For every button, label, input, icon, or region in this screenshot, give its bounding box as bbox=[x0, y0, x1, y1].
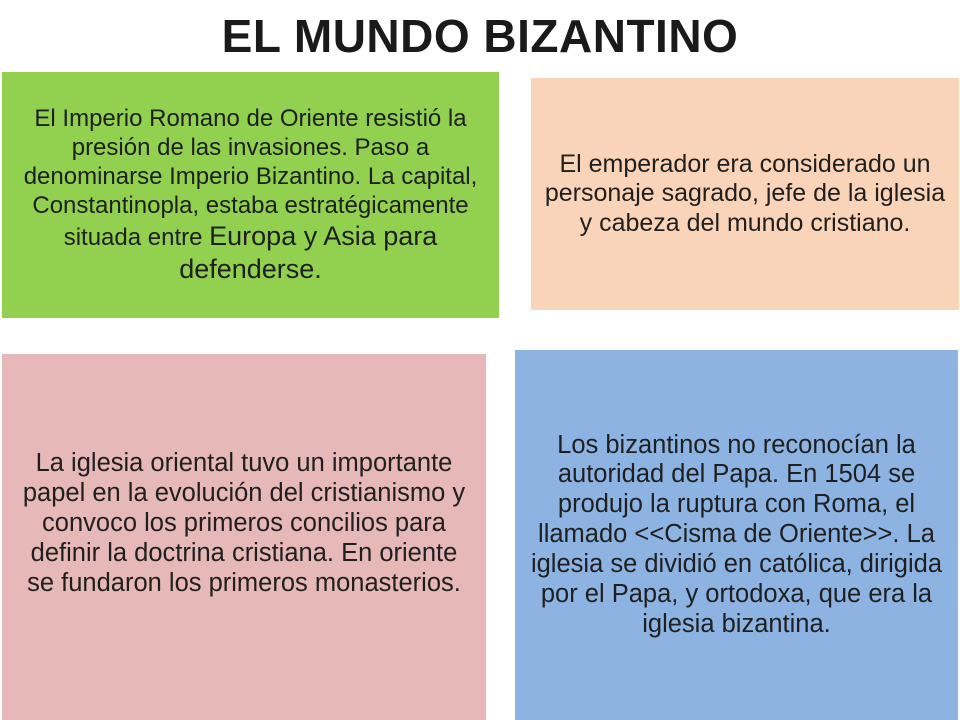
slide-title: EL MUNDO BIZANTINO bbox=[221, 10, 739, 62]
info-box-eastern-church-text: La iglesia oriental tuvo un importante papel en la evolución del cristianismo y convoco los primeros concilios para definir la doctrina cristiana. En oriente se fundaron los primeros monasterios. bbox=[22, 449, 466, 597]
info-box-eastern-empire bbox=[2, 72, 499, 318]
info-box-eastern-church bbox=[2, 354, 486, 720]
info-box-eastern-empire-text-main: El Imperio Romano de Oriente resistió la presión de las invasiones. Paso a denominarse Imperio Bizantino. La capital, Constantinopla, estaba estratégicamente situada entre bbox=[23, 105, 478, 252]
info-box-emperor bbox=[531, 78, 959, 310]
info-box-eastern-empire-text bbox=[14, 104, 487, 285]
info-box-schism bbox=[515, 350, 958, 720]
info-box-eastern-empire-text-end: Europa y Asia para defenderse. bbox=[179, 221, 438, 285]
info-box-schism-text: Los bizantinos no reconocían la autoridad del Papa. En 1504 se produjo la ruptura con Roma, el llamado <<Cisma de Oriente>>. La iglesia se dividió en católica, dirigida por el Papa, y ortodoxa, que era la iglesia bizantina. bbox=[530, 430, 943, 638]
info-box-emperor-text: El emperador era considerado un personaje sagrado, jefe de la iglesia y cabeza del mundo cristiano. bbox=[544, 150, 946, 237]
